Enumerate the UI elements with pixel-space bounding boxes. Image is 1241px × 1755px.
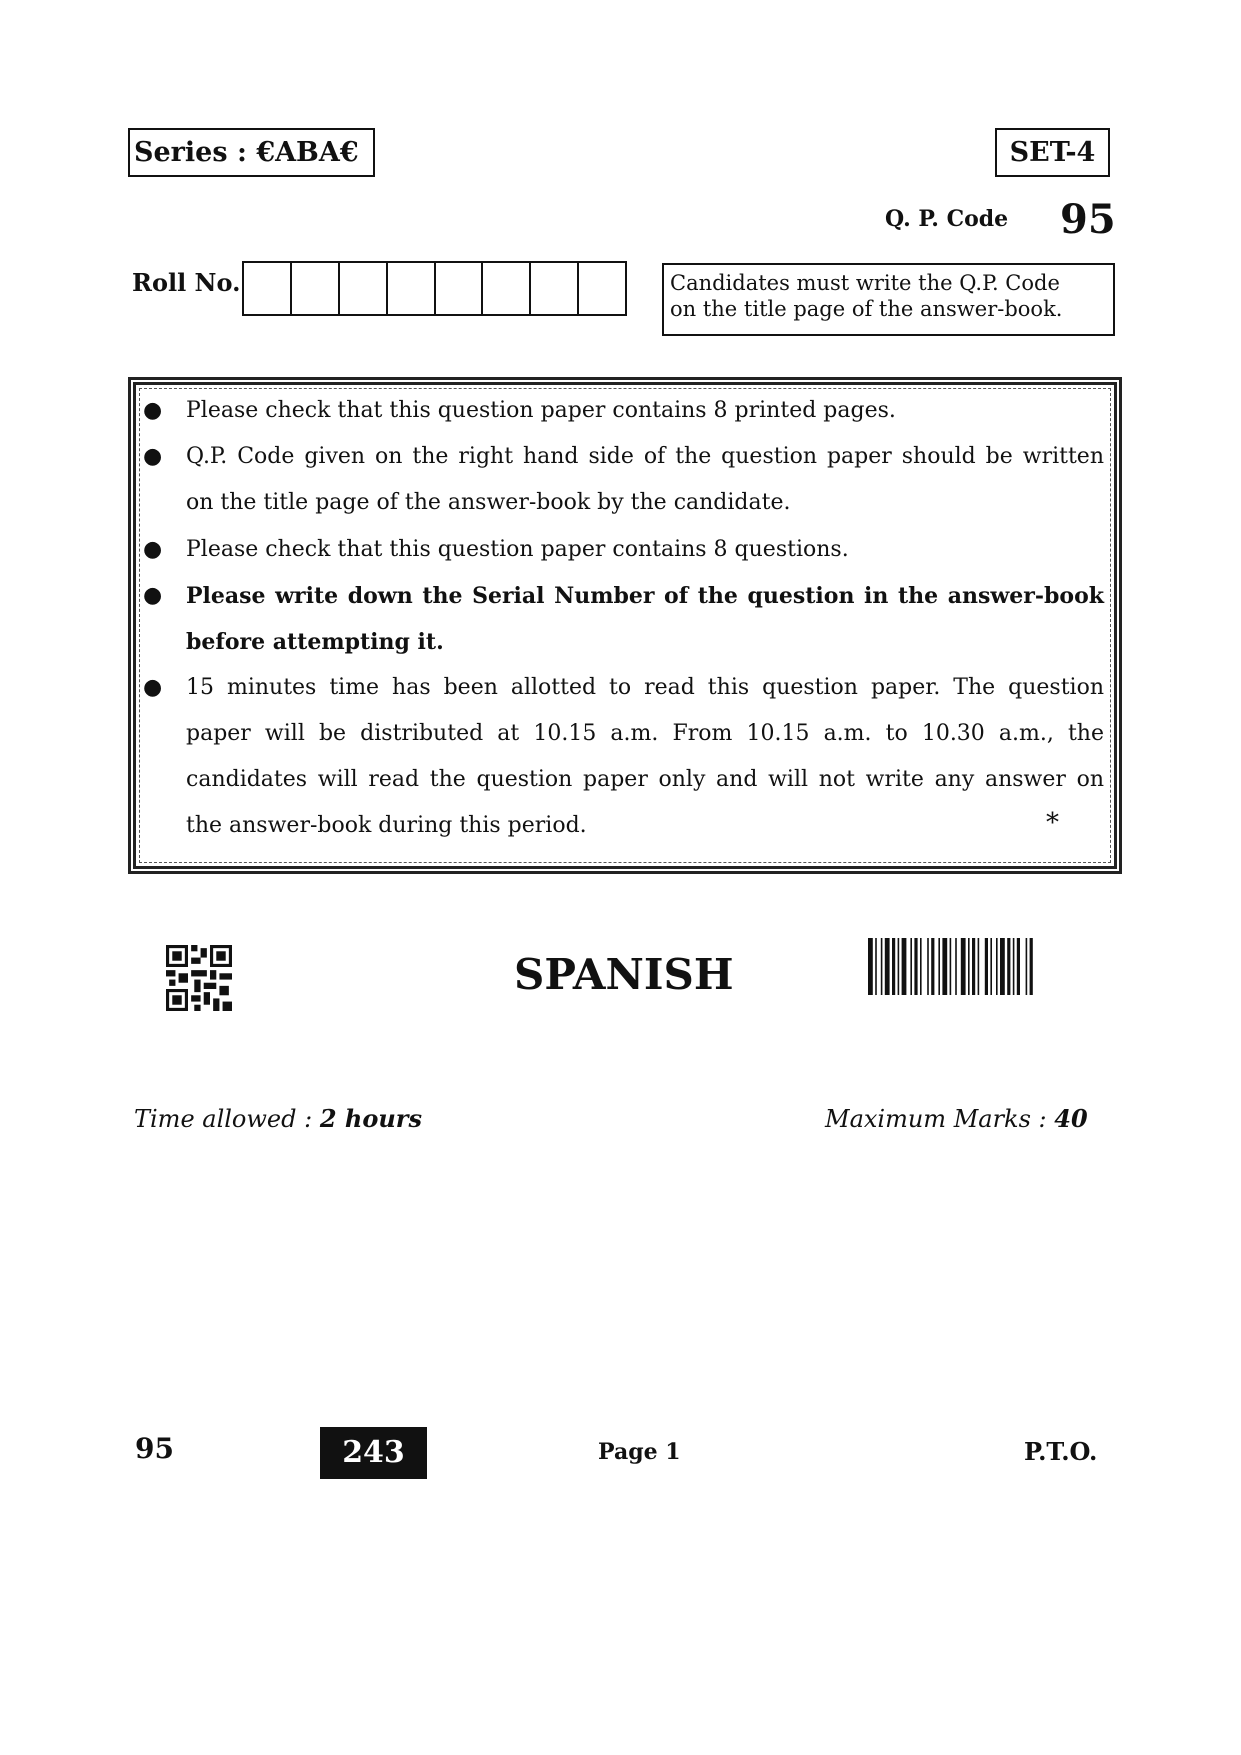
star-icon: * <box>1046 808 1059 838</box>
bullet-icon: ● <box>143 583 163 608</box>
roll-number-cell[interactable] <box>579 263 625 314</box>
time-value: 2 hours <box>319 1104 422 1133</box>
roll-number-grid[interactable] <box>242 261 627 316</box>
roll-number-cell[interactable] <box>244 263 292 314</box>
instruction-line: candidates will read the question paper only and will not write any answer on <box>186 767 1104 792</box>
series-prefix: Series : <box>134 137 257 168</box>
candidate-note-line: Candidates must write the Q.P. Code <box>670 271 1060 295</box>
bullet-icon: ● <box>143 537 163 562</box>
qp-code-label: Q. P. Code <box>885 206 1009 232</box>
series-code: €ABA€ <box>256 137 359 168</box>
qp-code-value: 95 <box>1060 196 1116 243</box>
bullet-icon: ● <box>143 398 163 423</box>
maximum-marks <box>825 1104 1088 1133</box>
instruction-line: Please check that this question paper contains 8 questions. <box>186 537 849 562</box>
qr-code-icon <box>166 945 232 1011</box>
barcode-icon <box>868 938 1103 995</box>
pto-label: P.T.O. <box>1024 1437 1098 1466</box>
roll-number-cell[interactable] <box>483 263 531 314</box>
instruction-line: Please write down the Serial Number of the question in the answer-book <box>186 583 1104 609</box>
roll-number-label: Roll No. <box>132 268 241 297</box>
roll-number-cell[interactable] <box>340 263 388 314</box>
bullet-icon: ● <box>143 444 163 469</box>
time-allowed <box>134 1104 422 1133</box>
series-box <box>128 128 375 177</box>
footer-badge: 243 <box>320 1427 427 1479</box>
time-label: Time allowed : <box>134 1105 320 1133</box>
bullet-icon: ● <box>143 675 163 700</box>
instruction-line: before attempting it. <box>186 629 444 655</box>
roll-number-cell[interactable] <box>388 263 436 314</box>
instruction-line: 15 minutes time has been allotted to read this question paper. The question <box>186 675 1104 700</box>
roll-number-cell[interactable] <box>436 263 484 314</box>
instruction-line: Q.P. Code given on the right hand side of the question paper should be written <box>186 444 1104 469</box>
subject-title: SPANISH <box>514 950 734 999</box>
set-label: SET-4 <box>995 128 1110 177</box>
candidate-note <box>662 263 1115 336</box>
marks-value: 40 <box>1054 1104 1088 1133</box>
page-number: Page 1 <box>598 1439 681 1465</box>
instruction-line: the answer-book during this period. <box>186 813 587 838</box>
instruction-line: on the title page of the answer-book by the candidate. <box>186 490 791 515</box>
marks-label: Maximum Marks : <box>825 1105 1055 1133</box>
instruction-line: Please check that this question paper contains 8 printed pages. <box>186 398 896 423</box>
roll-number-cell[interactable] <box>531 263 579 314</box>
roll-number-cell[interactable] <box>292 263 340 314</box>
footer-qp-code: 95 <box>135 1432 174 1465</box>
candidate-note-line: on the title page of the answer-book. <box>670 297 1063 321</box>
instruction-line: paper will be distributed at 10.15 a.m. From 10.15 a.m. to 10.30 a.m., the <box>186 721 1104 746</box>
